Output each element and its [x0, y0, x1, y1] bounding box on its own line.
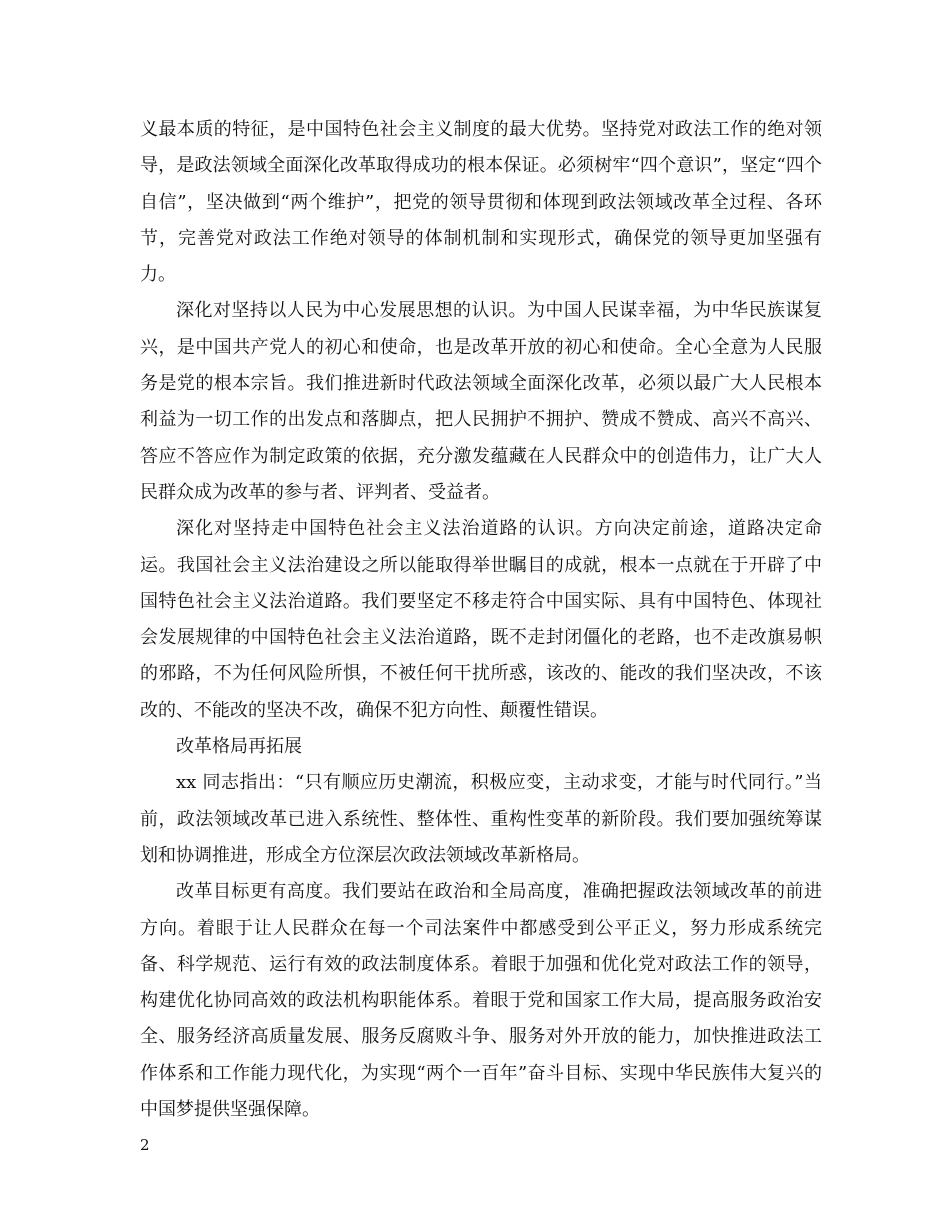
page-number: 2 [140, 1136, 150, 1154]
paragraph-reform-goals: 改革目标更有高度。我们要站在政治和全局高度，准确把握政法领域改革的前进方向。着眼于让人民群众在每一个司法案件中都感受到公平正义，努力形成系统完备、科学规范、运行有效的政法制度体系。着眼于加强和优化党对政法工作的领导，构建优化协同高效的政法机构职能体系。着眼于党和国家工作大局，提高服务政治安全、服务经济高质量发展、服务反腐败斗争、服务对外开放的能力，加快推进政法工作体系和工作能力现代化，为实现“两个一百年”奋斗目标、实现中华民族伟大复兴的中国梦提供坚强保障。 [140, 881, 822, 1121]
document-body [140, 112, 822, 1128]
paragraph-rule-of-law-path: 深化对坚持走中国特色社会主义法治道路的认识。方向决定前途，道路决定命运。我国社会主义法治建设之所以能取得举世瞩目的成就，根本一点就在于开辟了中国特色社会主义法治道路。我们要坚定不移走符合中国实际、具有中国特色、体现社会发展规律的中国特色社会主义法治道路，既不走封闭僵化的老路，也不走改旗易帜的邪路，不为任何风险所惧，不被任何干扰所惑，该改的、能改的我们坚决改，不该改的、不能改的坚决不改，确保不犯方向性、颠覆性错误。 [140, 518, 822, 721]
paragraph-party-leadership: 义最本质的特征，是中国特色社会主义制度的最大优势。坚持党对政法工作的绝对领导，是政法领域全面深化改革取得成功的根本保证。必须树牢“四个意识”，坚定“四个自信”，坚决做到“两个维护”，把党的领导贯彻和体现到政法领域改革全过程、各环节，完善党对政法工作绝对领导的体制机制和实现形式，确保党的领导更加坚强有力。 [140, 119, 822, 286]
paragraph-quote: xx 同志指出：“只有顺应历史潮流，积极应变，主动求变，才能与时代同行。”当前，政法领域改革已进入系统性、整体性、重构性变革的新阶段。我们要加强统筹谋划和协调推进，形成全方位深层次政法领域改革新格局。 [140, 772, 822, 866]
paragraph-people-centered: 深化对坚持以人民为中心发展思想的认识。为中国人民谋幸福，为中华民族谋复兴，是中国共产党人的初心和使命，也是改革开放的初心和使命。全心全意为人民服务是党的根本宗旨。我们推进新时代政法领域全面深化改革，必须以最广大人民根本利益为一切工作的出发点和落脚点，把人民拥护不拥护、赞成不赞成、高兴不高兴、答应不答应作为制定政策的依据，充分激发蕴藏在人民群众中的创造伟力，让广大人民群众成为改革的参与者、评判者、受益者。 [140, 300, 822, 503]
section-heading: 改革格局再拓展 [176, 736, 302, 758]
